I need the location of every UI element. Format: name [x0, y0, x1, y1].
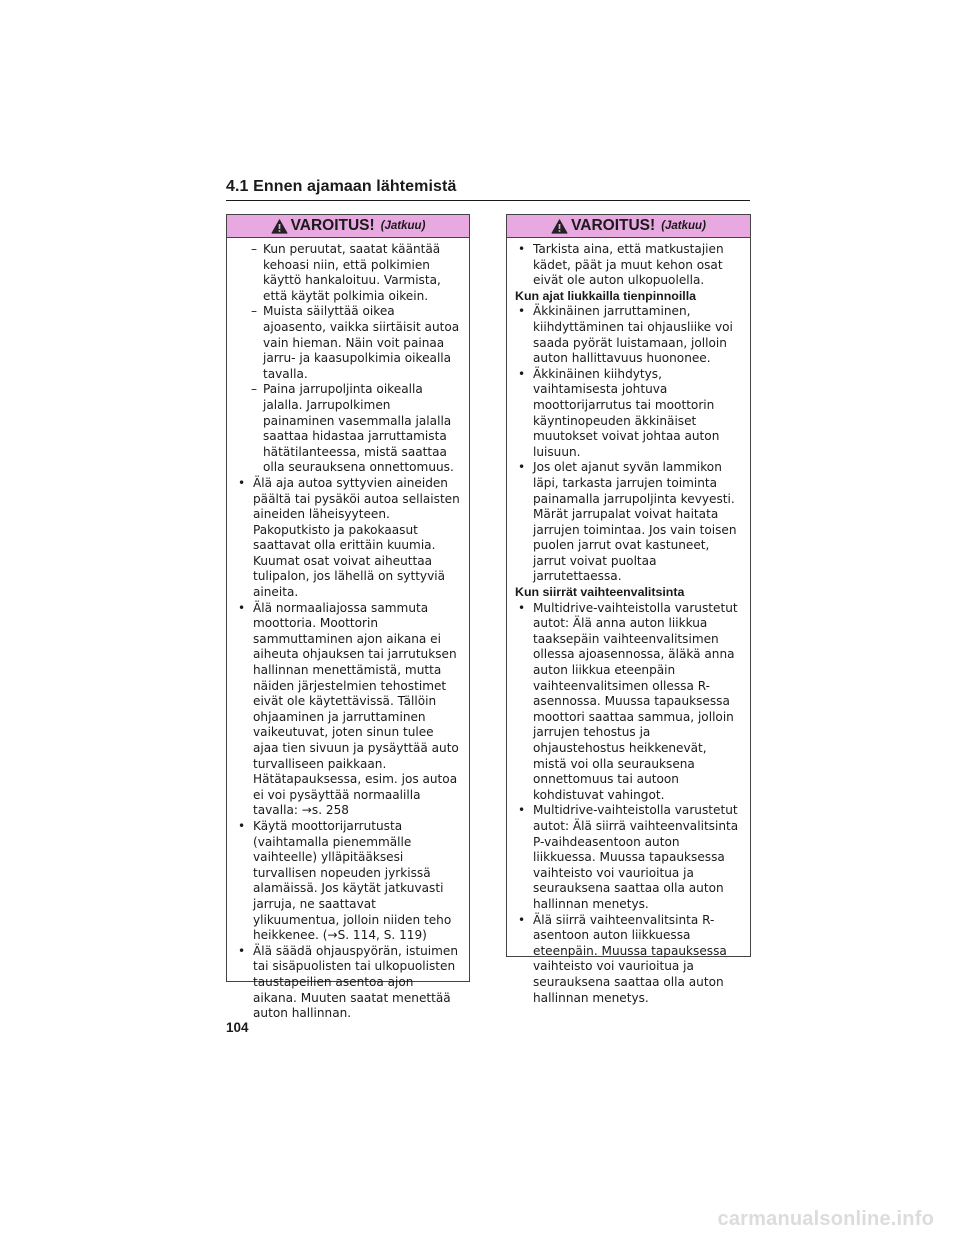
warning-body-right — [507, 238, 750, 1006]
list-item: – Paina jarrupoljinta oikealla jalalla. Jarrupolkimen painaminen vasemmalla jalalla saattaa hidastaa jarruttamista hätätilanteessa, mistä saattaa olla seurauksena onnettomuus. — [235, 382, 461, 476]
warning-box-right — [506, 214, 751, 1005]
warning-title: VAROITUS! — [290, 217, 375, 234]
list-item: • Käytä moottorijarrutusta (vaihtamalla pienemmälle vaihteelle) ylläpitääksesi turvallisen nopeuden jyrkissä alamäissä. Jos käytät jatkuvasti jarruja, ne saattavat ylikuumentua, jolloin niiden teho heikkenee. (→S. 114, S. 119) — [235, 819, 461, 944]
watermark: carmanualsonline.info — [717, 1208, 934, 1230]
warning-triangle-icon — [551, 219, 568, 234]
list-item: • Älä siirrä vaihteenvalitsinta R-asentoon auton liikkuessa eteenpäin. Muussa tapauksessa vaihteisto voi vaurioitua ja seurauksena saattaa olla auton hallinnan menetys. — [515, 913, 742, 1007]
warning-continued: (Jatkuu) — [661, 220, 706, 232]
list-item: • Älä aja autoa syttyvien aineiden päältä tai pysäköi autoa sellaisten aineiden läheisyyteen. Pakoputkisto ja pakokaasut saattavat olla erittäin kuumia. Kuumat osat voivat aiheuttaa tulipalon, jos lähellä on syttyviä aineita. — [235, 476, 461, 601]
list-item: – Kun peruutat, saatat kääntää kehoasi niin, että polkimien käyttö hankaloituu. Varmista, että käytät polkimia oikein. — [235, 242, 461, 304]
warning-header — [507, 215, 750, 238]
list-item: • Äkkinäinen kiihdytys, vaihtamisesta johtuva moottorijarrutus tai moottorin käyntinopeuden äkkinäiset muutokset voivat johtaa auton luisuun. — [515, 367, 742, 461]
list-item: • Multidrive-vaihteistolla varustetut autot: Älä anna auton liikkua taaksepäin vaihteenvalitsimen ollessa ajoasennossa, äläkä anna auton liikkua eteenpäin vaihteenvalitsimen ollessa R-asennossa. Muussa tapauksessa moottori saattaa sammua, jolloin jarrujen tehostus ja ohjaustehostus heikkenevät, mistä voi olla seurauksena onnettomuus tai autoon kohdistuvat vahingot. — [515, 601, 742, 804]
list-item: Hätätapauksessa, esim. jos autoa ei voi pysäyttää normaalilla tavalla: →s. 258 — [253, 772, 458, 818]
warning-title: VAROITUS! — [571, 217, 656, 234]
section-header: 4.1 Ennen ajamaan lähtemistä — [226, 178, 750, 201]
warning-continued: (Jatkuu) — [380, 220, 426, 232]
warning-header — [227, 215, 469, 238]
subheading: Kun ajat liukkailla tienpinnoilla — [515, 288, 697, 303]
subheading: Kun siirrät vaihteenvalitsinta — [515, 585, 685, 600]
page-number: 104 — [226, 1020, 249, 1035]
list-item: • Multidrive-vaihteistolla varustetut autot: Älä siirrä vaihteenvalitsinta P-vaihdeasentoon auton liikkuessa. Muussa tapauksessa vaihteisto voi vaurioitua ja seurauksena saattaa olla auton hallinnan menetys. — [515, 803, 742, 912]
list-item: • Äkkinäinen jarruttaminen, kiihdyttäminen tai ohjausliike voi saada pyörät luistamaan, jolloin auton hallittavuus huononee. — [515, 304, 742, 366]
list-item: • Jos olet ajanut syvän lammikon läpi, tarkasta jarrujen toiminta painamalla jarrupoljinta kevyesti. Märät jarrupalat voivat haitata jarrujen toimintaa. Jos vain toisen puolen jarrut ovat kastuneet, jarrut voivat puoltaa jarrutettaessa. — [515, 460, 742, 585]
warning-box-left — [226, 214, 470, 1021]
warning-triangle-icon — [271, 219, 288, 234]
list-item: – Muista säilyttää oikea ajoasento, vaikka siirtäisit autoa vain hieman. Näin voit painaa jarru- ja kaasupolkimia oikealla tavalla. — [235, 304, 461, 382]
list-item: • Älä normaaliajossa sammuta moottoria. Moottorin sammuttaminen ajon aikana ei aiheuta ohjauksen tai jarrutuksen hallinnan menettämistä, mutta näiden järjestelmien tehostimet eivät ole käytettävissä. Tällöin ohjaaminen ja jarruttaminen vaikeutuvat, joten sinun tulee ajaa tien sivuun ja pysäyttää auto turvalliseen paikkaan. — [235, 601, 461, 773]
list-item: • Tarkista aina, että matkustajien kädet, päät ja muut kehon osat eivät ole auton ulkopuolella. — [515, 242, 742, 289]
warning-body-left — [227, 238, 469, 1022]
list-item: • Älä säädä ohjauspyörän, istuimen tai sisäpuolisten tai ulkopuolisten taustapeilien asentoa ajon aikana. Muuten saatat menettää auton hallinnan. — [235, 944, 461, 1022]
